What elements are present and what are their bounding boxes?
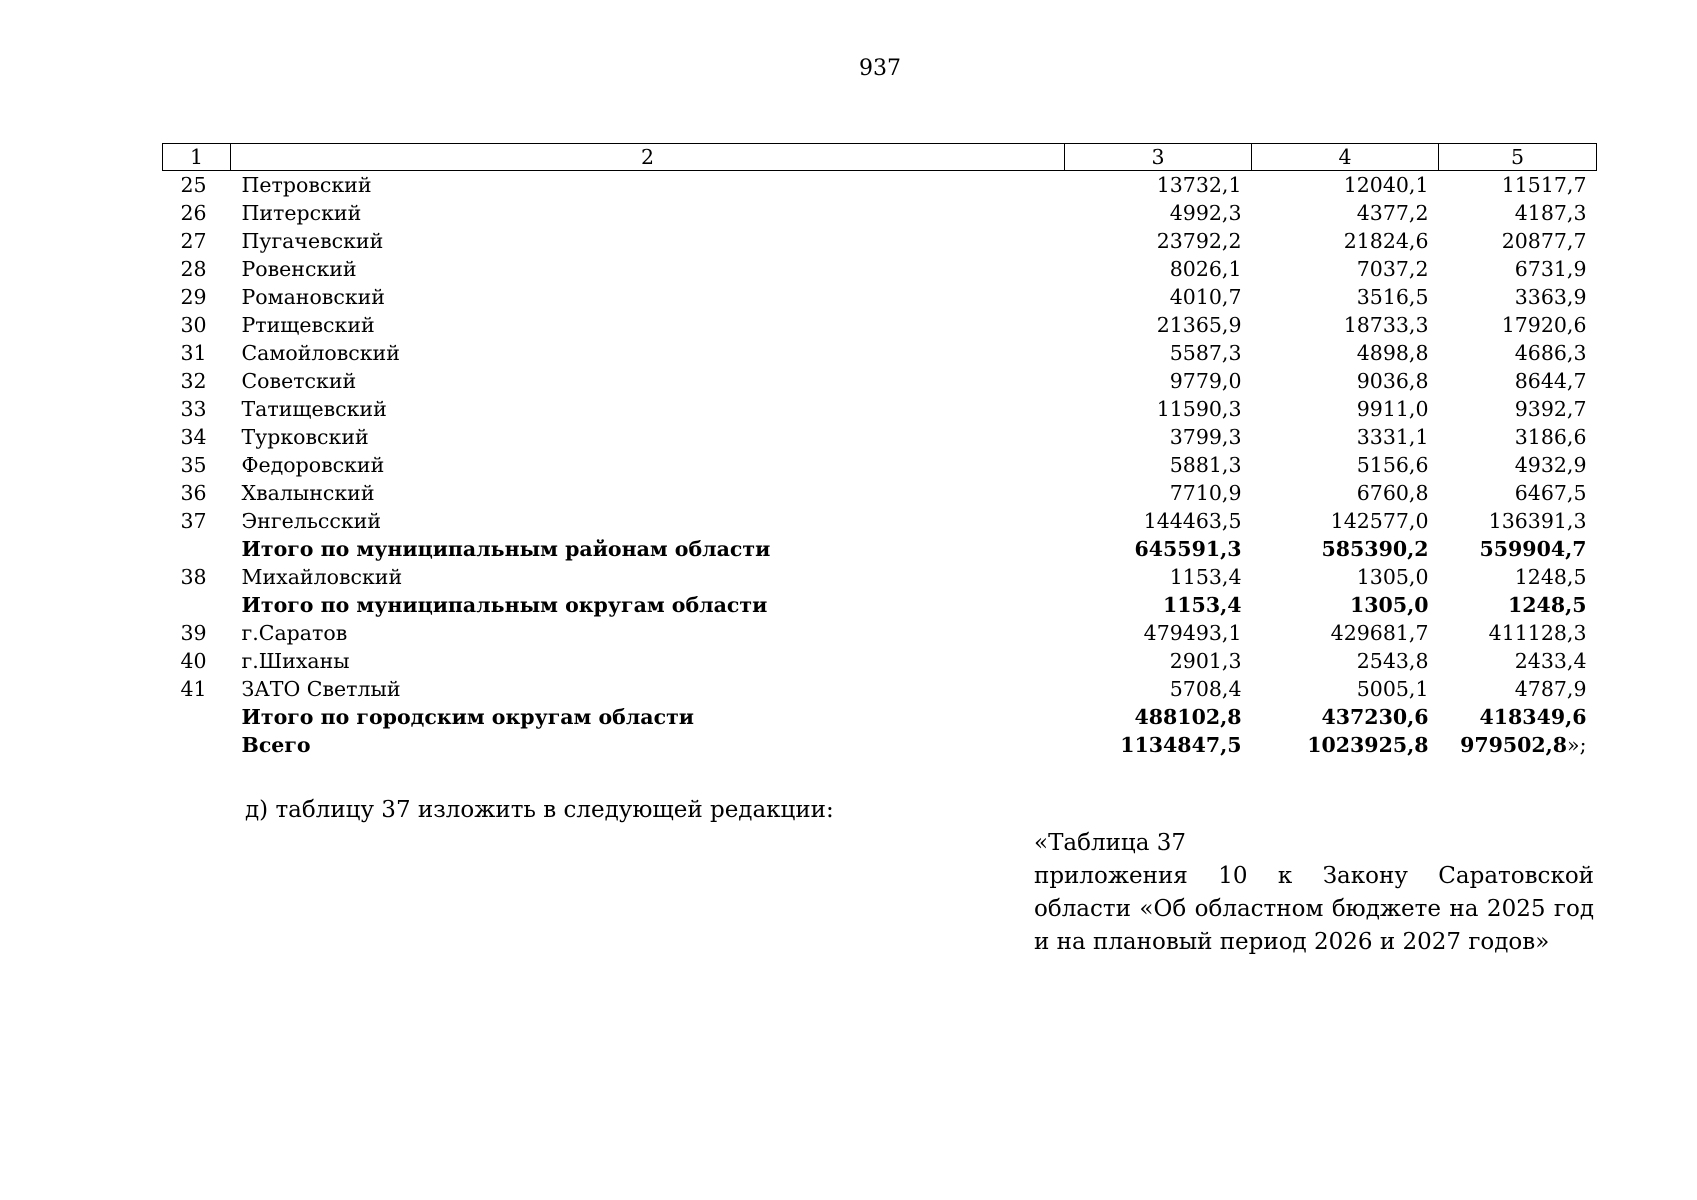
row-name: Итого по муниципальным районам области bbox=[241, 537, 771, 561]
row-value-col3: 1153,4 bbox=[1163, 593, 1242, 617]
row-value-col5: 4932,9 bbox=[1514, 453, 1587, 477]
column-header-4: 4 bbox=[1252, 144, 1439, 171]
table-row bbox=[163, 171, 1597, 200]
row-value-col4: 9911,0 bbox=[1356, 397, 1429, 421]
table-row bbox=[163, 311, 1597, 339]
row-value-col5 bbox=[1439, 731, 1597, 759]
row-value-col5: 11517,7 bbox=[1501, 173, 1587, 197]
row-name: Пугачевский bbox=[241, 229, 384, 253]
row-value-col4: 9036,8 bbox=[1356, 369, 1429, 393]
row-name: ЗАТО Светлый bbox=[241, 677, 401, 701]
row-name: Петровский bbox=[241, 173, 372, 197]
row-value-col3: 23792,2 bbox=[1156, 229, 1242, 253]
row-value-col5: 418349,6 bbox=[1479, 705, 1587, 729]
row-value-col4: 1305,0 bbox=[1350, 593, 1429, 617]
row-name: Федоровский bbox=[241, 453, 385, 477]
row-value-col3: 9779,0 bbox=[1169, 369, 1242, 393]
row-value-col5: 1248,5 bbox=[1514, 565, 1587, 589]
row-number: 25 bbox=[180, 173, 207, 197]
row-value-col5: 3186,6 bbox=[1514, 425, 1587, 449]
row-number: 32 bbox=[180, 369, 207, 393]
row-number: 35 bbox=[180, 453, 207, 477]
row-value-col5: 136391,3 bbox=[1488, 509, 1587, 533]
row-number: 26 bbox=[180, 201, 207, 225]
table-total-row bbox=[163, 535, 1597, 563]
caption-reference: приложения 10 к Закону Саратовской области «Об областном бюджете на 2025 год и на плановый период 2026 и 2027 годов» bbox=[1034, 863, 1594, 955]
row-value-col5: 17920,6 bbox=[1501, 313, 1587, 337]
page-number: 937 bbox=[859, 56, 901, 81]
row-number: 36 bbox=[180, 481, 207, 505]
row-number: 39 bbox=[180, 621, 207, 645]
table-row bbox=[163, 199, 1597, 227]
row-value-col3: 645591,3 bbox=[1134, 537, 1242, 561]
row-number: 29 bbox=[180, 285, 207, 309]
row-name: г.Шиханы bbox=[241, 649, 350, 673]
row-value-col5: 559904,7 bbox=[1479, 537, 1587, 561]
row-value-col5: 8644,7 bbox=[1514, 369, 1587, 393]
table-row bbox=[163, 451, 1597, 479]
row-value-col3: 21365,9 bbox=[1156, 313, 1242, 337]
row-value-col3: 3799,3 bbox=[1169, 425, 1242, 449]
column-header-3: 3 bbox=[1065, 144, 1252, 171]
row-value-col3: 5881,3 bbox=[1169, 453, 1242, 477]
row-value-number: 979502,8 bbox=[1460, 733, 1568, 757]
column-header-1: 1 bbox=[163, 144, 231, 171]
table-row bbox=[163, 423, 1597, 451]
row-value-col4: 4898,8 bbox=[1356, 341, 1429, 365]
table-row bbox=[163, 675, 1597, 703]
row-value-col3: 8026,1 bbox=[1169, 257, 1242, 281]
row-value-col4: 21824,6 bbox=[1343, 229, 1429, 253]
row-name: Энгельсский bbox=[241, 509, 382, 533]
row-value-col3: 4010,7 bbox=[1169, 285, 1242, 309]
row-value-col4: 429681,7 bbox=[1330, 621, 1429, 645]
column-header-2: 2 bbox=[231, 144, 1065, 171]
column-header-5: 5 bbox=[1439, 144, 1597, 171]
table-row bbox=[163, 339, 1597, 367]
table-row bbox=[163, 563, 1597, 591]
table-row bbox=[163, 619, 1597, 647]
row-name: Итого по муниципальным округам области bbox=[241, 593, 768, 617]
table-row bbox=[163, 479, 1597, 507]
table-row bbox=[163, 367, 1597, 395]
row-number: 34 bbox=[180, 425, 207, 449]
row-value-col5: 20877,7 bbox=[1501, 229, 1587, 253]
row-value-col5: 2433,4 bbox=[1514, 649, 1587, 673]
row-name: Самойловский bbox=[241, 341, 400, 365]
row-value-col3: 144463,5 bbox=[1143, 509, 1242, 533]
row-number: 31 bbox=[180, 341, 207, 365]
table-header bbox=[163, 144, 1597, 171]
row-value-col5: 1248,5 bbox=[1508, 593, 1587, 617]
table-row bbox=[163, 395, 1597, 423]
row-name: Михайловский bbox=[241, 565, 403, 589]
row-value-col4: 437230,6 bbox=[1321, 705, 1429, 729]
row-name: Татищевский bbox=[241, 397, 387, 421]
table-caption bbox=[1034, 827, 1594, 959]
caption-title: «Таблица 37 bbox=[1034, 830, 1186, 856]
row-value-col4: 7037,2 bbox=[1356, 257, 1429, 281]
row-value-col3: 1134847,5 bbox=[1120, 733, 1242, 757]
row-number bbox=[163, 703, 231, 731]
row-number bbox=[163, 591, 231, 619]
table-row bbox=[163, 283, 1597, 311]
row-value-col3: 11590,3 bbox=[1156, 397, 1242, 421]
row-name: Турковский bbox=[241, 425, 369, 449]
row-name: Романовский bbox=[241, 285, 385, 309]
row-name: Питерский bbox=[241, 201, 362, 225]
table-row bbox=[163, 255, 1597, 283]
row-value-col5: 4787,9 bbox=[1514, 677, 1587, 701]
row-value-col4: 4377,2 bbox=[1356, 201, 1429, 225]
row-value-col4: 12040,1 bbox=[1343, 173, 1429, 197]
row-value-col4: 5005,1 bbox=[1356, 677, 1429, 701]
row-value-col5: 6467,5 bbox=[1514, 481, 1587, 505]
row-value-col3: 488102,8 bbox=[1134, 705, 1242, 729]
row-value-col5: 4686,3 bbox=[1514, 341, 1587, 365]
closing-quote: »; bbox=[1567, 733, 1587, 757]
row-value-col4: 5156,6 bbox=[1356, 453, 1429, 477]
row-value-col3: 4992,3 bbox=[1169, 201, 1242, 225]
table-row bbox=[163, 507, 1597, 535]
row-value-col4: 18733,3 bbox=[1343, 313, 1429, 337]
row-value-col5: 411128,3 bbox=[1488, 621, 1587, 645]
row-number: 40 bbox=[180, 649, 207, 673]
row-number: 41 bbox=[180, 677, 207, 701]
row-value-col4: 1023925,8 bbox=[1307, 733, 1429, 757]
row-value-col4: 3331,1 bbox=[1356, 425, 1429, 449]
row-value-col4: 585390,2 bbox=[1321, 537, 1429, 561]
row-number bbox=[163, 535, 231, 563]
table-row bbox=[163, 647, 1597, 675]
row-value-col5: 9392,7 bbox=[1514, 397, 1587, 421]
row-value-col3: 5587,3 bbox=[1169, 341, 1242, 365]
row-value-col3: 2901,3 bbox=[1169, 649, 1242, 673]
row-name: Хвалынский bbox=[241, 481, 375, 505]
table-row bbox=[163, 227, 1597, 255]
row-number: 27 bbox=[180, 229, 207, 253]
table-total-row bbox=[163, 703, 1597, 731]
row-number bbox=[163, 731, 231, 759]
row-number: 33 bbox=[180, 397, 207, 421]
row-value-col4: 142577,0 bbox=[1330, 509, 1429, 533]
row-value-col4: 6760,8 bbox=[1356, 481, 1429, 505]
instruction-text: д) таблицу 37 изложить в следующей редакции: bbox=[245, 797, 834, 823]
row-name: г.Саратов bbox=[241, 621, 348, 645]
row-number: 37 bbox=[180, 509, 207, 533]
row-value-col3: 5708,4 bbox=[1169, 677, 1242, 701]
row-value-col3: 479493,1 bbox=[1143, 621, 1242, 645]
row-value-col3: 13732,1 bbox=[1156, 173, 1242, 197]
row-number: 28 bbox=[180, 257, 207, 281]
row-name: Итого по городским округам области bbox=[241, 705, 694, 729]
table-total-row bbox=[163, 591, 1597, 619]
row-value-col5: 3363,9 bbox=[1514, 285, 1587, 309]
table-body bbox=[163, 171, 1597, 760]
row-name: Ртищевский bbox=[241, 313, 375, 337]
row-value-col4: 1305,0 bbox=[1356, 565, 1429, 589]
table-total-row bbox=[163, 731, 1597, 759]
row-value-col5: 6731,9 bbox=[1514, 257, 1587, 281]
row-value-col4: 2543,8 bbox=[1356, 649, 1429, 673]
row-name: Ровенский bbox=[241, 257, 357, 281]
row-value-col5: 4187,3 bbox=[1514, 201, 1587, 225]
row-number: 30 bbox=[180, 313, 207, 337]
row-value-col3: 7710,9 bbox=[1169, 481, 1242, 505]
row-value-col4: 3516,5 bbox=[1356, 285, 1429, 309]
row-name: Всего bbox=[241, 733, 311, 757]
budget-table bbox=[162, 143, 1597, 759]
row-name: Советский bbox=[241, 369, 357, 393]
row-value-col3: 1153,4 bbox=[1169, 565, 1242, 589]
row-number: 38 bbox=[180, 565, 207, 589]
